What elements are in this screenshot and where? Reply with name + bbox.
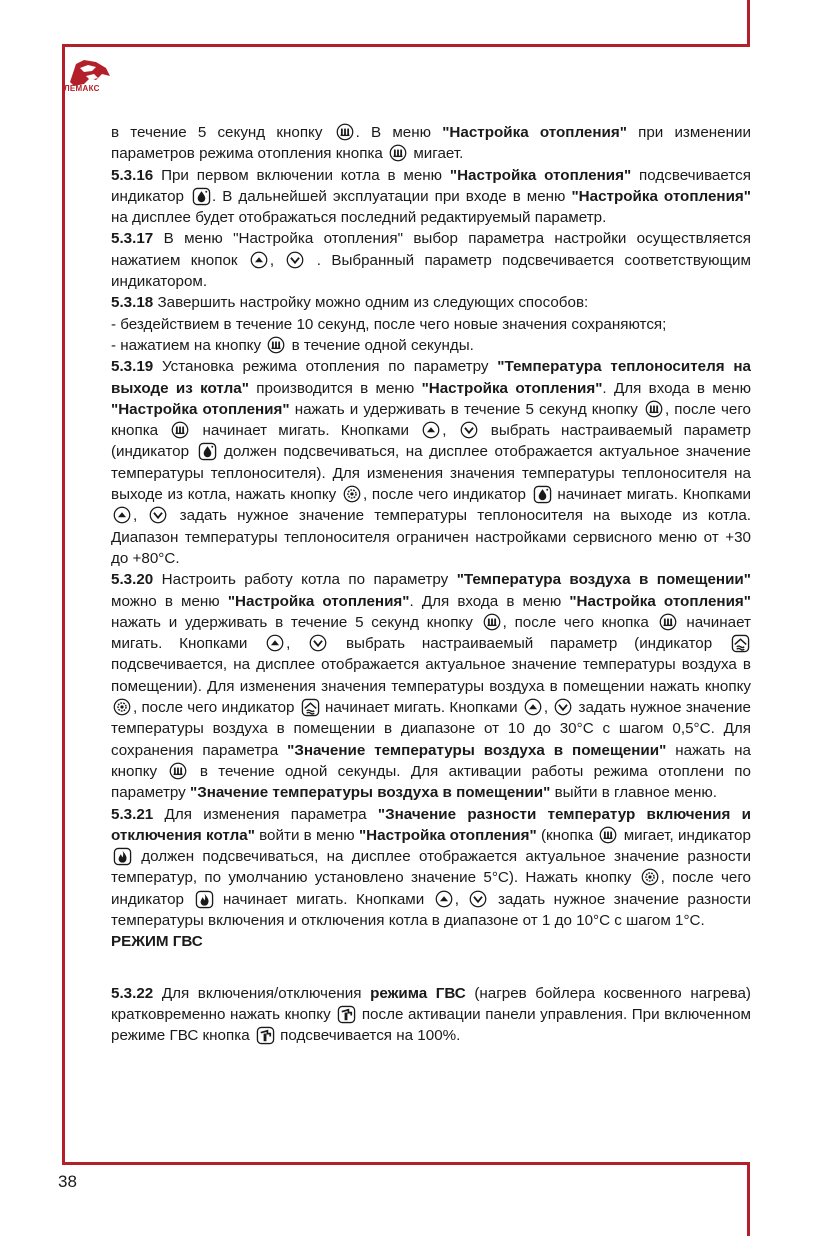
arrow-down-button-icon — [469, 890, 487, 908]
paragraph-5-3-18: 5.3.18 Завершить настройку можно одним из следующих способов: — [111, 294, 589, 312]
hot-water-button-icon — [256, 1026, 274, 1044]
paragraph-5-3-19: 5.3.19 Установка режима отопления по параметру "Температура теплоносителя на выходе из котла" производится в меню "Настройка отопления". Для входа в меню "Настройка отопления" нажать и удерживать в течение 5 секунд кнопку , после чего кнопка начинает мигать. Кнопками , выбрать настраиваемый параметр (индикатор должен подсвечиваться, на дисплее отображается актуальное значение температуры теплоносителя). Для изменения значения температуры теплоносителя на выходе из котла, нажать кнопку , после чего индикатор начинает мигать. Кнопками , задать нужное значение температуры теплоносителя на выходе из котла. Диапазон температуры теплоносителя ограничен настройками сервисного меню от +30 до +80°С. — [111, 358, 751, 567]
settings-button-icon — [113, 698, 131, 716]
radiator-button-icon — [645, 400, 663, 418]
right-rule-top — [747, 0, 750, 47]
paragraph-5-3-20: 5.3.20 Настроить работу котла по параметру "Температура воздуха в помещении" можно в меню "Настройка отопления". Для входа в меню "Настройка отопления" нажать и удерживать в течение 5 секунд кнопку , после чего кнопка начинает мигать. Кнопками , выбрать настраиваемый параметр (индикатор подсвечивается, на дисплее отображается актуальное значение температуры воздуха в помещении). Для изменения значения температуры воздуха в помещении нажать кнопку , после чего индикатор начинает мигать. Кнопками , задать нужное значение температуры воздуха в помещении в диапазоне от 10 до 30°С с шагом 0,5°С. Для сохранения параметра "Значение температуры воздуха в помещении" нажать на кнопку в течение одной секунды. Для активации работы режима отоплени по параметру "Значение температуры воздуха в помещении" выйти в главное меню. — [111, 571, 751, 802]
list-item: - бездействием в течение 10 секунд, после чего новые значения сохраняются; — [111, 315, 667, 333]
arrow-down-button-icon — [286, 251, 304, 269]
radiator-button-icon — [389, 144, 407, 162]
room-temperature-indicator-icon — [301, 698, 319, 716]
radiator-button-icon — [336, 123, 354, 141]
section-heading: РЕЖИМ ГВС — [111, 933, 203, 951]
settings-button-icon — [641, 868, 659, 886]
arrow-up-button-icon — [266, 634, 284, 652]
list-item: - нажатием на кнопку в течение одной секунды. — [111, 336, 474, 354]
brand-logo-text: ЛЕМАКС — [64, 84, 100, 93]
arrow-down-button-icon — [460, 421, 478, 439]
arrow-up-button-icon — [524, 698, 542, 716]
flame-indicator-icon — [195, 890, 213, 908]
water-drop-indicator-icon — [198, 442, 216, 460]
radiator-button-icon — [169, 762, 187, 780]
left-rule — [62, 44, 65, 1164]
paragraph-5-3-16: 5.3.16 При первом включении котла в меню "Настройка отопления" подсвечивается индикатор . В дальнейшей эксплуатации при входе в меню "Настройка отопления" на дисплее будет отображаться последний редактируемый параметр. — [111, 166, 751, 227]
radiator-button-icon — [267, 336, 285, 354]
flame-indicator-icon — [113, 847, 131, 865]
room-temperature-indicator-icon — [731, 634, 749, 652]
radiator-button-icon — [483, 613, 501, 631]
page-number: 38 — [58, 1172, 77, 1191]
arrow-up-button-icon — [422, 421, 440, 439]
radiator-button-icon — [659, 613, 677, 631]
arrow-up-button-icon — [435, 890, 453, 908]
arrow-down-button-icon — [149, 506, 167, 524]
paragraph-continuation: в течение 5 секунд кнопку . В меню "Настройка отопления" при изменении параметров режима отопления кнопка мигает. — [111, 124, 751, 163]
hot-water-button-icon — [337, 1005, 355, 1023]
document-body — [111, 122, 751, 1046]
water-drop-indicator-icon — [192, 187, 210, 205]
bottom-rule — [62, 1162, 750, 1165]
arrow-down-button-icon — [309, 634, 327, 652]
arrow-up-button-icon — [250, 251, 268, 269]
right-rule-bottom — [747, 1162, 750, 1236]
settings-button-icon — [343, 485, 361, 503]
water-drop-indicator-icon — [533, 485, 551, 503]
paragraph-5-3-17: 5.3.17 В меню "Настройка отопления" выбор параметра настройки осуществляется нажатием кнопок , . Выбранный параметр подсвечивается соответствующим индикатором. — [111, 230, 751, 291]
radiator-button-icon — [171, 421, 189, 439]
arrow-up-button-icon — [113, 506, 131, 524]
paragraph-5-3-22: 5.3.22 Для включения/отключения режима ГВС (нагрев бойлера косвенного нагрева) кратковременно нажать кнопку после активации панели управления. При включенном режиме ГВС кнопка подсвечивается на 100%. — [111, 984, 751, 1045]
arrow-down-button-icon — [554, 698, 572, 716]
paragraph-5-3-21: 5.3.21 Для изменения параметра "Значение разности температур включения и отключения котла" войти в меню "Настройка отопления" (кнопка мигает, индикатор должен подсвечиваться, на дисплее отображается актуальное значение разности температур, по умолчанию установлено значение 5°С). Нажать кнопку , после чего индикатор начинает мигать. Кнопками , задать нужное значение разности температуры включения и отключения котла в диапазоне от 1 до 10°С с шагом 1°С. — [111, 805, 751, 929]
radiator-button-icon — [599, 826, 617, 844]
top-rule — [62, 44, 750, 47]
